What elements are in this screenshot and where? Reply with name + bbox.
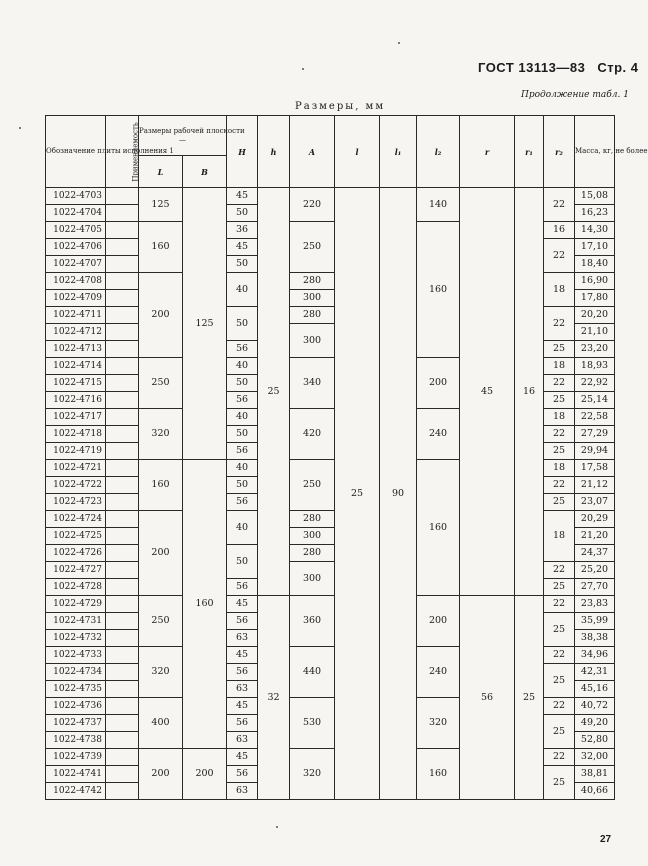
A-cell: 320 <box>290 749 335 800</box>
H-cell: 56 <box>227 579 258 596</box>
H-cell: 36 <box>227 222 258 239</box>
H-cell: 56 <box>227 443 258 460</box>
r2-cell: 25 <box>544 392 575 409</box>
l2-cell: 240 <box>417 647 460 698</box>
designation-cell: 1022-4742 <box>46 783 106 800</box>
r2-cell: 22 <box>544 477 575 494</box>
r2-cell: 25 <box>544 494 575 511</box>
L-cell: 250 <box>139 358 183 409</box>
designation-cell: 1022-4739 <box>46 749 106 766</box>
mass-cell: 21,20 <box>575 528 615 545</box>
H-cell: 40 <box>227 511 258 545</box>
applicability-cell <box>106 358 139 375</box>
applicability-cell <box>106 409 139 426</box>
applicability-cell <box>106 205 139 222</box>
designation-cell: 1022-4711 <box>46 307 106 324</box>
L-cell: 160 <box>139 222 183 273</box>
mass-cell: 25,14 <box>575 392 615 409</box>
mass-cell: 20,29 <box>575 511 615 528</box>
l2-cell: 140 <box>417 188 460 222</box>
r2-cell: 18 <box>544 358 575 375</box>
applicability-cell <box>106 256 139 273</box>
H-cell: 56 <box>227 613 258 630</box>
mass-cell: 38,38 <box>575 630 615 647</box>
applicability-cell <box>106 630 139 647</box>
applicability-cell <box>106 477 139 494</box>
l1-cell: 90 <box>380 188 417 800</box>
applicability-cell <box>106 579 139 596</box>
dimensions-title: Размеры, мм <box>295 101 386 112</box>
applicability-cell <box>106 239 139 256</box>
applicability-cell <box>106 545 139 562</box>
mass-cell: 21,12 <box>575 477 615 494</box>
mass-cell: 40,66 <box>575 783 615 800</box>
H-cell: 50 <box>227 477 258 494</box>
designation-cell: 1022-4727 <box>46 562 106 579</box>
scan-speck <box>276 826 278 828</box>
H-cell: 56 <box>227 341 258 358</box>
H-cell: 40 <box>227 460 258 477</box>
mass-cell: 22,92 <box>575 375 615 392</box>
mass-cell: 23,83 <box>575 596 615 613</box>
H-cell: 50 <box>227 307 258 341</box>
l2-cell: 160 <box>417 222 460 358</box>
H-cell: 56 <box>227 766 258 783</box>
mass-cell: 18,40 <box>575 256 615 273</box>
applicability-cell <box>106 698 139 715</box>
H-cell: 50 <box>227 545 258 579</box>
H-cell: 63 <box>227 783 258 800</box>
mass-cell: 32,00 <box>575 749 615 766</box>
h-cell: 32 <box>258 596 290 800</box>
applicability-cell <box>106 443 139 460</box>
H-cell: 40 <box>227 358 258 375</box>
r2-cell: 18 <box>544 273 575 307</box>
designation-cell: 1022-4703 <box>46 188 106 205</box>
mass-cell: 15,08 <box>575 188 615 205</box>
applicability-cell <box>106 341 139 358</box>
r2-cell: 25 <box>544 715 575 749</box>
mass-cell: 35,99 <box>575 613 615 630</box>
col-work-surface-label: Размеры рабочей плоскости <box>139 126 245 135</box>
applicability-cell <box>106 766 139 783</box>
scan-speck <box>19 127 21 129</box>
L-cell: 125 <box>139 188 183 222</box>
A-cell: 300 <box>290 324 335 358</box>
designation-cell: 1022-4719 <box>46 443 106 460</box>
col-r1: r₁ <box>515 116 544 188</box>
r2-cell: 22 <box>544 188 575 222</box>
designation-cell: 1022-4705 <box>46 222 106 239</box>
A-cell: 300 <box>290 290 335 307</box>
r2-cell: 22 <box>544 375 575 392</box>
r2-cell: 22 <box>544 426 575 443</box>
L-cell: 200 <box>139 749 183 800</box>
mass-cell: 40,72 <box>575 698 615 715</box>
col-r2: r₂ <box>544 116 575 188</box>
r2-cell: 22 <box>544 596 575 613</box>
l2-cell: 240 <box>417 409 460 460</box>
A-cell: 280 <box>290 273 335 290</box>
col-applicability <box>106 116 139 188</box>
designation-cell: 1022-4728 <box>46 579 106 596</box>
r2-cell: 16 <box>544 222 575 239</box>
mass-cell: 24,37 <box>575 545 615 562</box>
L-cell: 320 <box>139 647 183 698</box>
L-cell: 200 <box>139 511 183 596</box>
H-cell: 56 <box>227 664 258 681</box>
designation-cell: 1022-4713 <box>46 341 106 358</box>
H-cell: 45 <box>227 188 258 205</box>
applicability-cell <box>106 732 139 749</box>
designation-cell: 1022-4738 <box>46 732 106 749</box>
designation-cell: 1022-4717 <box>46 409 106 426</box>
designation-cell: 1022-4714 <box>46 358 106 375</box>
B-cell: 200 <box>183 749 227 800</box>
mass-cell: 17,10 <box>575 239 615 256</box>
r2-cell: 18 <box>544 511 575 562</box>
designation-cell: 1022-4734 <box>46 664 106 681</box>
r2-cell: 25 <box>544 341 575 358</box>
applicability-cell <box>106 664 139 681</box>
H-cell: 63 <box>227 681 258 698</box>
H-cell: 50 <box>227 426 258 443</box>
designation-cell: 1022-4726 <box>46 545 106 562</box>
col-applicability-label: Применяемость <box>131 121 140 182</box>
mass-cell: 17,80 <box>575 290 615 307</box>
applicability-cell <box>106 562 139 579</box>
r1-cell: 25 <box>515 596 544 800</box>
mass-cell: 42,31 <box>575 664 615 681</box>
applicability-cell <box>106 222 139 239</box>
col-B: B <box>183 156 227 188</box>
mass-cell: 52,80 <box>575 732 615 749</box>
A-cell: 340 <box>290 358 335 409</box>
applicability-cell <box>106 681 139 698</box>
designation-cell: 1022-4716 <box>46 392 106 409</box>
col-H: H <box>227 116 258 188</box>
designation-cell: 1022-4724 <box>46 511 106 528</box>
designation-cell: 1022-4706 <box>46 239 106 256</box>
page-number: 27 <box>600 834 612 845</box>
mass-cell: 29,94 <box>575 443 615 460</box>
A-cell: 360 <box>290 596 335 647</box>
applicability-cell <box>106 307 139 324</box>
r2-cell: 18 <box>544 460 575 477</box>
A-cell: 280 <box>290 511 335 528</box>
r2-cell: 22 <box>544 749 575 766</box>
col-h: h <box>258 116 290 188</box>
A-cell: 280 <box>290 545 335 562</box>
mass-cell: 20,20 <box>575 307 615 324</box>
l2-cell: 200 <box>417 358 460 409</box>
dimensions-table <box>45 115 648 800</box>
B-cell: 125 <box>183 188 227 460</box>
designation-cell: 1022-4731 <box>46 613 106 630</box>
col-L: L <box>139 156 183 188</box>
A-cell: 250 <box>290 460 335 511</box>
r-cell: 45 <box>460 188 515 596</box>
mass-cell: 34,96 <box>575 647 615 664</box>
col-l1: l₁ <box>380 116 417 188</box>
col-work-surface-dash: — <box>179 135 186 144</box>
designation-cell: 1022-4732 <box>46 630 106 647</box>
A-cell: 220 <box>290 188 335 222</box>
H-cell: 56 <box>227 494 258 511</box>
h-cell: 25 <box>258 188 290 596</box>
A-cell: 300 <box>290 562 335 596</box>
standard-number: ГОСТ 13113—83 <box>478 60 586 75</box>
L-cell: 200 <box>139 273 183 358</box>
applicability-cell <box>106 715 139 732</box>
designation-cell: 1022-4741 <box>46 766 106 783</box>
r2-cell: 25 <box>544 664 575 698</box>
l2-cell: 200 <box>417 596 460 647</box>
r2-cell: 22 <box>544 562 575 579</box>
r2-cell: 22 <box>544 307 575 341</box>
H-cell: 45 <box>227 698 258 715</box>
applicability-cell <box>106 375 139 392</box>
designation-cell: 1022-4708 <box>46 273 106 290</box>
H-cell: 50 <box>227 375 258 392</box>
continuation-note: Продолжение табл. 1 <box>521 90 629 100</box>
r2-cell: 18 <box>544 409 575 426</box>
mass-cell: 45,16 <box>575 681 615 698</box>
applicability-cell <box>106 273 139 290</box>
page-label: Стр. 4 <box>597 60 639 75</box>
A-cell: 250 <box>290 222 335 273</box>
col-designation: Обозначение плиты исполнения 1 <box>46 116 106 188</box>
applicability-cell <box>106 460 139 477</box>
H-cell: 63 <box>227 630 258 647</box>
applicability-cell <box>106 494 139 511</box>
H-cell: 45 <box>227 647 258 664</box>
mass-cell: 14,30 <box>575 222 615 239</box>
designation-cell: 1022-4712 <box>46 324 106 341</box>
applicability-cell <box>106 188 139 205</box>
r2-cell: 22 <box>544 698 575 715</box>
designation-cell: 1022-4709 <box>46 290 106 307</box>
A-cell: 300 <box>290 528 335 545</box>
L-cell: 250 <box>139 596 183 647</box>
r2-cell: 25 <box>544 766 575 800</box>
applicability-cell <box>106 647 139 664</box>
r2-cell: 25 <box>544 443 575 460</box>
col-A: A <box>290 116 335 188</box>
L-cell: 160 <box>139 460 183 511</box>
H-cell: 45 <box>227 596 258 613</box>
mass-cell: 21,10 <box>575 324 615 341</box>
r2-cell: 22 <box>544 239 575 273</box>
col-mass: Масса, кг, не более <box>575 116 615 188</box>
mass-cell: 16,90 <box>575 273 615 290</box>
applicability-cell <box>106 290 139 307</box>
B-cell: 160 <box>183 460 227 749</box>
applicability-cell <box>106 528 139 545</box>
mass-cell: 49,20 <box>575 715 615 732</box>
r-cell: 56 <box>460 596 515 800</box>
scan-speck <box>398 42 400 44</box>
H-cell: 56 <box>227 715 258 732</box>
mass-cell: 23,07 <box>575 494 615 511</box>
A-cell: 530 <box>290 698 335 749</box>
designation-cell: 1022-4723 <box>46 494 106 511</box>
H-cell: 50 <box>227 256 258 273</box>
mass-cell: 17,58 <box>575 460 615 477</box>
r2-cell: 22 <box>544 647 575 664</box>
mass-cell: 23,20 <box>575 341 615 358</box>
H-cell: 63 <box>227 732 258 749</box>
col-l2: l₂ <box>417 116 460 188</box>
applicability-cell <box>106 324 139 341</box>
mass-cell: 38,81 <box>575 766 615 783</box>
H-cell: 40 <box>227 409 258 426</box>
scan-speck <box>302 68 304 70</box>
A-cell: 280 <box>290 307 335 324</box>
l2-cell: 160 <box>417 749 460 800</box>
designation-cell: 1022-4707 <box>46 256 106 273</box>
H-cell: 40 <box>227 273 258 307</box>
r2-cell: 25 <box>544 579 575 596</box>
A-cell: 420 <box>290 409 335 460</box>
L-cell: 320 <box>139 409 183 460</box>
r2-cell: 25 <box>544 613 575 647</box>
applicability-cell <box>106 511 139 528</box>
mass-cell: 22,58 <box>575 409 615 426</box>
applicability-cell <box>106 596 139 613</box>
applicability-cell <box>106 749 139 766</box>
mass-cell: 27,29 <box>575 426 615 443</box>
designation-cell: 1022-4725 <box>46 528 106 545</box>
designation-cell: 1022-4704 <box>46 205 106 222</box>
col-r: r <box>460 116 515 188</box>
mass-cell: 18,93 <box>575 358 615 375</box>
r1-cell: 16 <box>515 188 544 596</box>
mass-cell: 25,20 <box>575 562 615 579</box>
l-cell: 25 <box>335 188 380 800</box>
l2-cell: 160 <box>417 460 460 596</box>
H-cell: 45 <box>227 239 258 256</box>
H-cell: 45 <box>227 749 258 766</box>
H-cell: 50 <box>227 205 258 222</box>
applicability-cell <box>106 426 139 443</box>
designation-cell: 1022-4737 <box>46 715 106 732</box>
designation-cell: 1022-4721 <box>46 460 106 477</box>
designation-cell: 1022-4736 <box>46 698 106 715</box>
col-l: l <box>335 116 380 188</box>
A-cell: 440 <box>290 647 335 698</box>
designation-cell: 1022-4718 <box>46 426 106 443</box>
mass-cell: 27,70 <box>575 579 615 596</box>
page-header <box>478 60 638 75</box>
applicability-cell <box>106 783 139 800</box>
designation-cell: 1022-4722 <box>46 477 106 494</box>
designation-cell: 1022-4735 <box>46 681 106 698</box>
designation-cell: 1022-4729 <box>46 596 106 613</box>
mass-cell: 16,23 <box>575 205 615 222</box>
l2-cell: 320 <box>417 698 460 749</box>
H-cell: 56 <box>227 392 258 409</box>
applicability-cell <box>106 392 139 409</box>
designation-cell: 1022-4715 <box>46 375 106 392</box>
designation-cell: 1022-4733 <box>46 647 106 664</box>
applicability-cell <box>106 613 139 630</box>
L-cell: 400 <box>139 698 183 749</box>
